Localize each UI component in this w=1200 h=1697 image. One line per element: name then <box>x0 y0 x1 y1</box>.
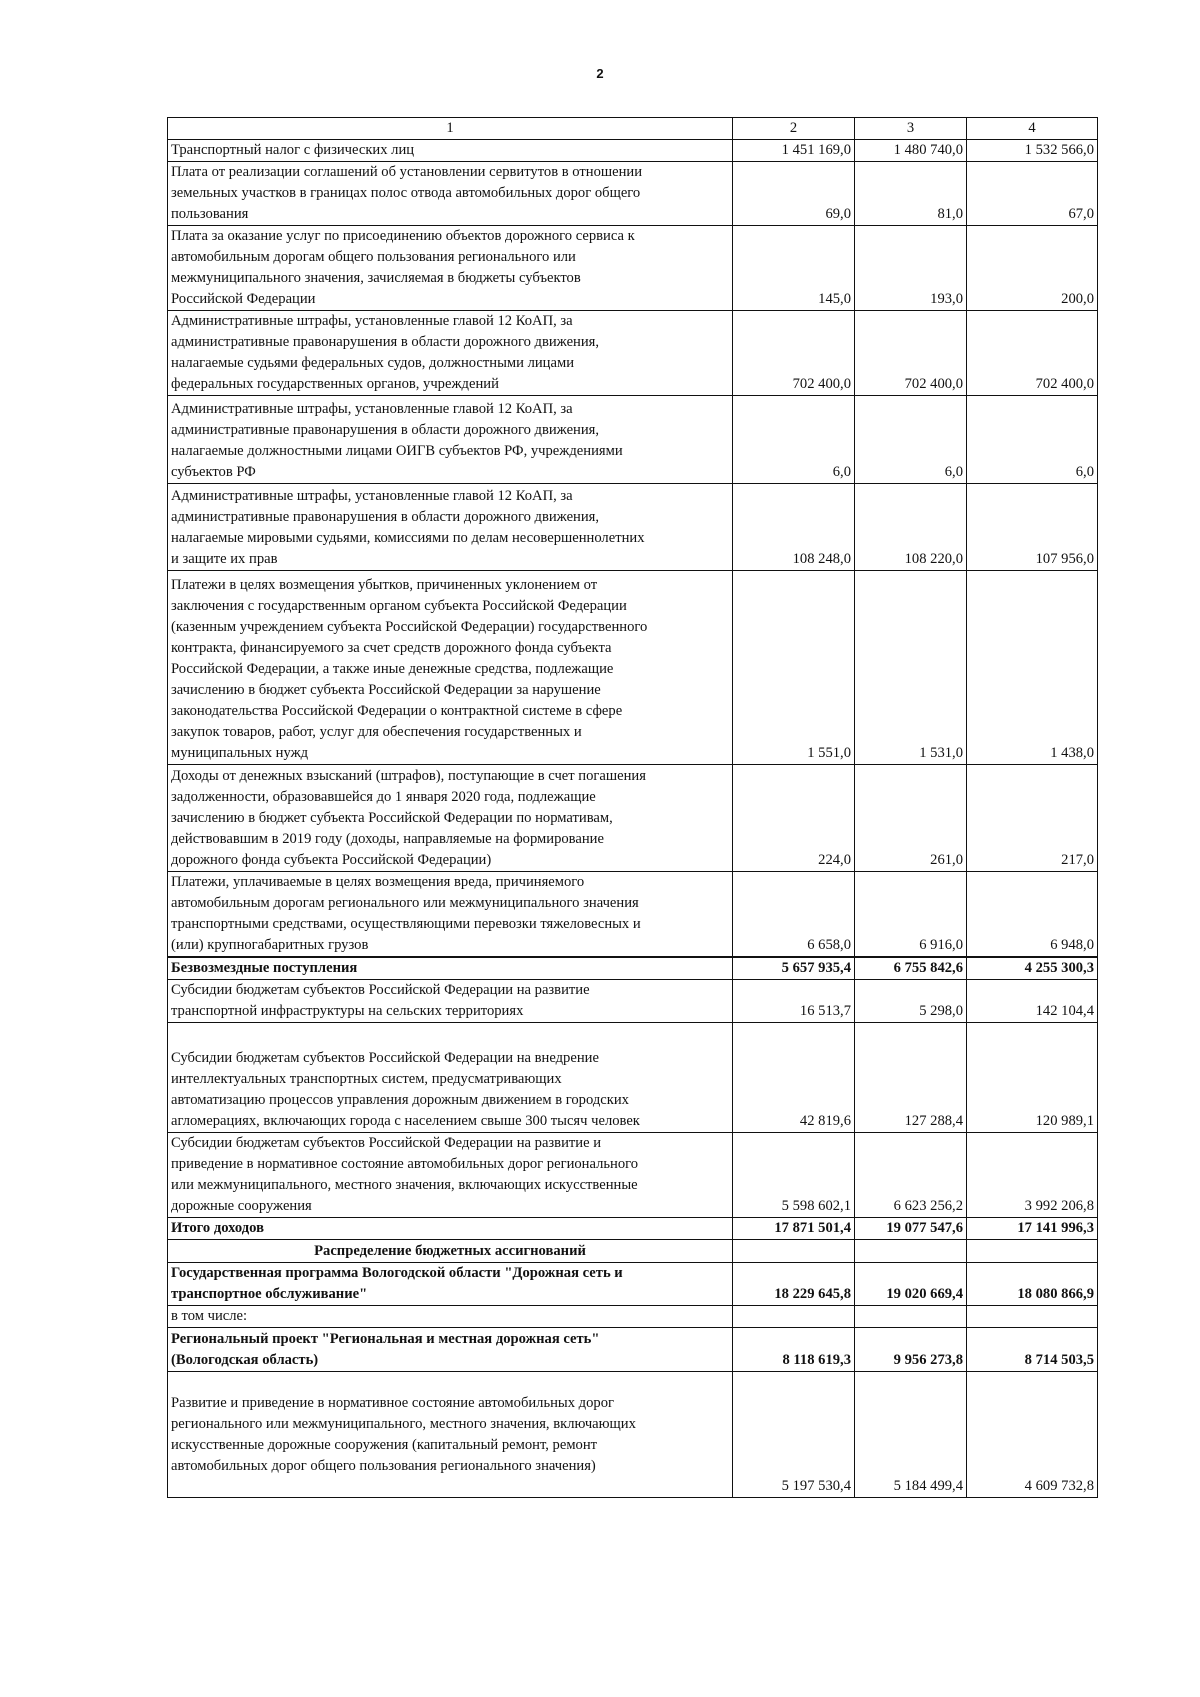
row-value: 5 197 530,4 <box>733 1372 855 1498</box>
row-label: Плата от реализации соглашений об установлении сервитутов в отношении земельных участков в границах полос отвода автомобильных дорог общего пользования <box>168 162 733 226</box>
table-row <box>168 140 1098 162</box>
row-label: Доходы от денежных взысканий (штрафов), поступающие в счет погашения задолженности, образовавшейся до 1 января 2020 года, подлежащие зачислению в бюджет субъекта Российской Федерации по нормативам, действовавшим в 2019 году (доходы, направляемые на формирование дорожного фонда субъекта Российской Федерации) <box>168 765 733 872</box>
row-value: 5 184 499,4 <box>855 1372 967 1498</box>
row-label: Субсидии бюджетам субъектов Российской Федерации на развитие и приведение в нормативное состояние автомобильных дорог регионального или межмуниципального, местного значения, включающих искусственные дорожные сооружения <box>168 1133 733 1218</box>
table-row <box>168 1023 1098 1133</box>
row-value: 67,0 <box>967 162 1098 226</box>
budget-table <box>167 117 1098 1498</box>
table-row <box>168 396 1098 484</box>
row-label: Развитие и приведение в нормативное состояние автомобильных дорог регионального или межмуниципального, местного значения, включающих искусственные дорожные сооружения (капитальный ремонт, ремонт автомобильных дорог общего пользования регионального значения) <box>168 1372 733 1498</box>
table-header-row <box>168 118 1098 140</box>
table-section-row <box>168 1240 1098 1263</box>
row-label: Платежи в целях возмещения убытков, причиненных уклонением от заключения с государственным органом субъекта Российской Федерации (казенным учреждением субъекта Российской Федерации) государственного контракта, финансируемого за счет средств дорожного фонда субъекта Российской Федерации, а также иные денежные средства, подлежащие зачислению в бюджет субъекта Российской Федерации за нарушение законодательства Российской Федерации о контрактной системе в сфере закупок товаров, работ, услуг для обеспечения государственных и муниципальных нужд <box>168 571 733 765</box>
table-row <box>168 1133 1098 1218</box>
row-value: 1 532 566,0 <box>967 140 1098 162</box>
table-row <box>168 226 1098 311</box>
row-label: Административные штрафы, установленные главой 12 КоАП, за административные правонарушения в области дорожного движения, налагаемые судьями федеральных судов, должностными лицами федеральных государственных органов, учреждений <box>168 311 733 396</box>
row-value: 261,0 <box>855 765 967 872</box>
row-value: 19 077 547,6 <box>855 1218 967 1240</box>
table-row-total <box>168 1218 1098 1240</box>
row-value <box>733 1240 855 1263</box>
row-value: 5 598 602,1 <box>733 1133 855 1218</box>
row-value <box>733 1306 855 1328</box>
table-row <box>168 484 1098 571</box>
row-value: 8 714 503,5 <box>967 1328 1098 1372</box>
row-value: 217,0 <box>967 765 1098 872</box>
row-value: 42 819,6 <box>733 1023 855 1133</box>
row-value: 6 948,0 <box>967 872 1098 958</box>
row-value: 6,0 <box>967 396 1098 484</box>
row-value <box>967 1240 1098 1263</box>
row-label: Транспортный налог с физических лиц <box>168 140 733 162</box>
row-value: 1 438,0 <box>967 571 1098 765</box>
row-value: 108 220,0 <box>855 484 967 571</box>
row-value: 17 871 501,4 <box>733 1218 855 1240</box>
row-value: 8 118 619,3 <box>733 1328 855 1372</box>
row-label: Платежи, уплачиваемые в целях возмещения вреда, причиняемого автомобильным дорогам регионального или межмуниципального значения транспортными средствами, осуществляющими перевозки тяжеловесных и (или) крупногабаритных грузов <box>168 872 733 958</box>
row-value: 127 288,4 <box>855 1023 967 1133</box>
table-row <box>168 980 1098 1023</box>
row-label: в том числе: <box>168 1306 733 1328</box>
row-value: 5 657 935,4 <box>733 957 855 980</box>
row-label: Региональный проект "Региональная и местная дорожная сеть" (Вологодская область) <box>168 1328 733 1372</box>
row-value: 3 992 206,8 <box>967 1133 1098 1218</box>
row-label: Субсидии бюджетам субъектов Российской Федерации на развитие транспортной инфраструктуры на сельских территориях <box>168 980 733 1023</box>
row-value: 200,0 <box>967 226 1098 311</box>
table-row-program <box>168 1263 1098 1306</box>
table-row <box>168 162 1098 226</box>
row-value: 702 400,0 <box>733 311 855 396</box>
row-label: Безвозмездные поступления <box>168 957 733 980</box>
row-value: 81,0 <box>855 162 967 226</box>
row-value: 4 255 300,3 <box>967 957 1098 980</box>
row-label: Итого доходов <box>168 1218 733 1240</box>
row-value: 1 451 169,0 <box>733 140 855 162</box>
row-value: 69,0 <box>733 162 855 226</box>
row-value: 6 755 842,6 <box>855 957 967 980</box>
row-label: Государственная программа Вологодской области "Дорожная сеть и транспортное обслуживание" <box>168 1263 733 1306</box>
row-value: 16 513,7 <box>733 980 855 1023</box>
row-label: Административные штрафы, установленные главой 12 КоАП, за административные правонарушения в области дорожного движения, налагаемые мировыми судьями, комиссиями по делам несовершеннолетних и защите их прав <box>168 484 733 571</box>
row-value <box>855 1306 967 1328</box>
row-value: 193,0 <box>855 226 967 311</box>
row-value: 108 248,0 <box>733 484 855 571</box>
table-row <box>168 1372 1098 1498</box>
row-value: 6 623 256,2 <box>855 1133 967 1218</box>
table-row <box>168 1306 1098 1328</box>
row-value: 6,0 <box>855 396 967 484</box>
row-value <box>967 1306 1098 1328</box>
row-value: 142 104,4 <box>967 980 1098 1023</box>
table-row <box>168 311 1098 396</box>
row-value: 1 531,0 <box>855 571 967 765</box>
row-value: 702 400,0 <box>855 311 967 396</box>
section-title: Распределение бюджетных ассигнований <box>168 1240 733 1263</box>
row-value <box>855 1240 967 1263</box>
row-value: 18 229 645,8 <box>733 1263 855 1306</box>
row-value: 6 916,0 <box>855 872 967 958</box>
row-value: 17 141 996,3 <box>967 1218 1098 1240</box>
row-value: 107 956,0 <box>967 484 1098 571</box>
row-value: 18 080 866,9 <box>967 1263 1098 1306</box>
table-row <box>168 872 1098 958</box>
row-label: Субсидии бюджетам субъектов Российской Федерации на внедрение интеллектуальных транспортных систем, предусматривающих автоматизацию процессов управления дорожным движением в городских агломерациях, включающих города с населением свыше 300 тысяч человек <box>168 1023 733 1133</box>
row-value: 1 480 740,0 <box>855 140 967 162</box>
row-label: Административные штрафы, установленные главой 12 КоАП, за административные правонарушения в области дорожного движения, налагаемые должностными лицами ОИГВ субъектов РФ, учреждениями субъектов РФ <box>168 396 733 484</box>
row-value: 6,0 <box>733 396 855 484</box>
row-value: 9 956 273,8 <box>855 1328 967 1372</box>
page-number: 2 <box>596 66 604 81</box>
row-value: 6 658,0 <box>733 872 855 958</box>
table-row-project <box>168 1328 1098 1372</box>
table-row <box>168 765 1098 872</box>
table-row-total <box>168 957 1098 980</box>
row-value: 5 298,0 <box>855 980 967 1023</box>
column-header: 1 <box>168 118 733 140</box>
row-value: 702 400,0 <box>967 311 1098 396</box>
row-value: 145,0 <box>733 226 855 311</box>
column-header: 2 <box>733 118 855 140</box>
row-value: 4 609 732,8 <box>967 1372 1098 1498</box>
column-header: 4 <box>967 118 1098 140</box>
row-label: Плата за оказание услуг по присоединению объектов дорожного сервиса к автомобильным дорогам общего пользования регионального или межмуниципального значения, зачисляемая в бюджеты субъектов Российской Федерации <box>168 226 733 311</box>
row-value: 224,0 <box>733 765 855 872</box>
row-value: 1 551,0 <box>733 571 855 765</box>
row-value: 19 020 669,4 <box>855 1263 967 1306</box>
column-header: 3 <box>855 118 967 140</box>
row-value: 120 989,1 <box>967 1023 1098 1133</box>
table-row <box>168 571 1098 765</box>
